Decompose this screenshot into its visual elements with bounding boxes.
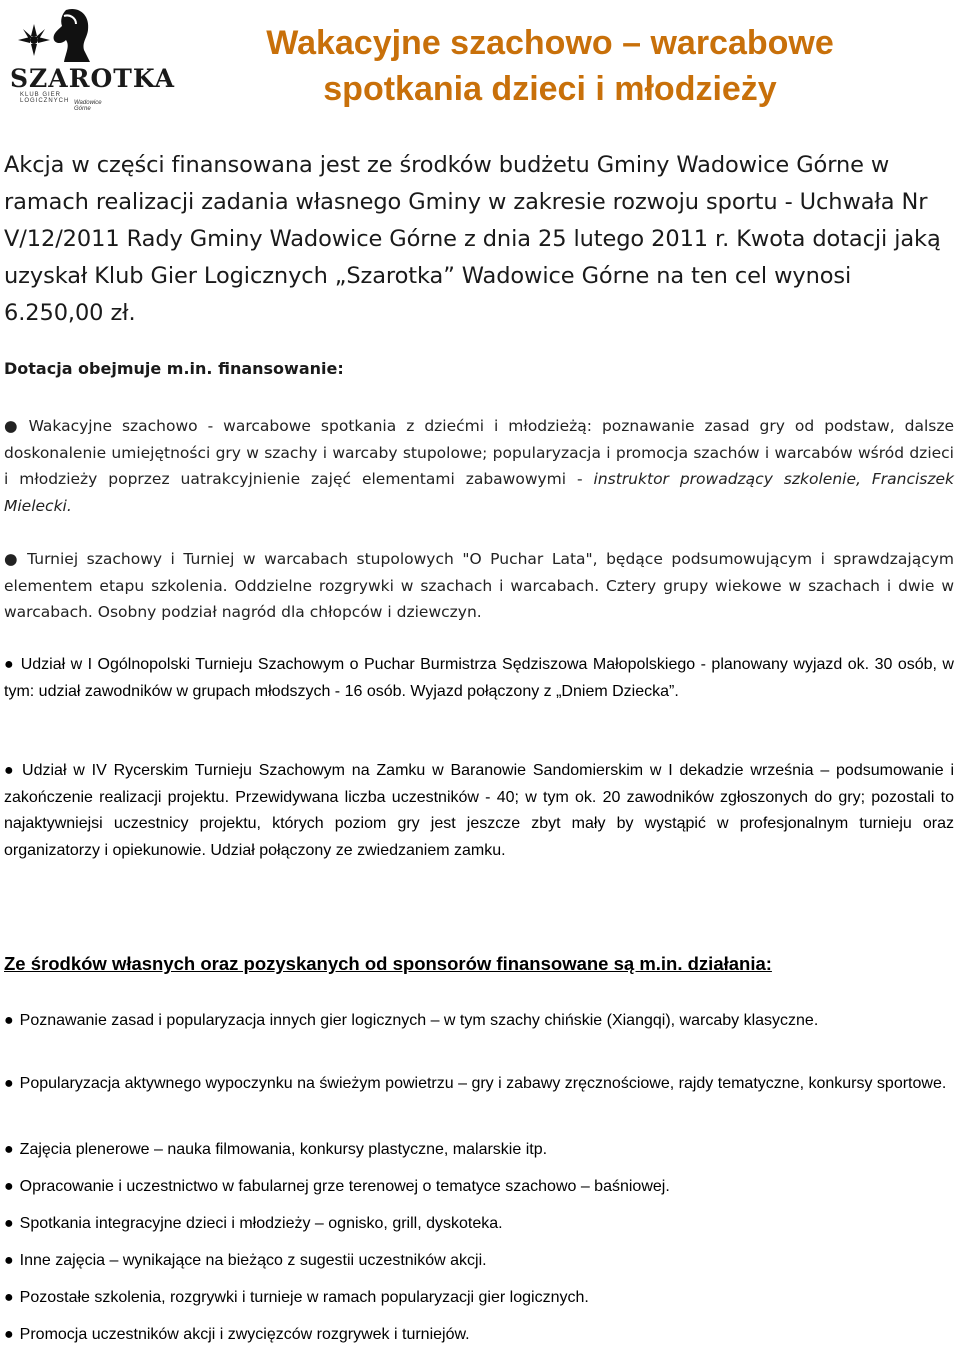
bullet-icon: ●: [4, 1289, 14, 1306]
funded-item-3: [4, 652, 954, 705]
own-item-text: Opracowanie i uczestnictwo w fabularnej grze terenowej o tematyce szachowo – baśniowej.: [19, 1178, 670, 1195]
funded-item-1: [4, 413, 954, 519]
bullet-icon: ●: [4, 550, 22, 568]
bullet-icon: ●: [4, 1012, 14, 1029]
own-item-8: [4, 1322, 954, 1349]
logo-name: SZAROTKA: [10, 64, 175, 93]
bullet-icon: ●: [4, 1215, 14, 1232]
own-item-text: Popularyzacja aktywnego wypoczynku na świeżym powietrzu – gry i zabawy zręcznościowe, rajdy tematyczne, konkursy sportowe.: [19, 1075, 947, 1092]
title-line-2: spotkania dzieci i młodzieży: [323, 70, 777, 108]
title-line-1: Wakacyjne szachowo – warcabowe: [266, 24, 834, 62]
own-funds-heading: Ze środków własnych oraz pozyskanych od sponsorów finansowane są m.in. działania:: [4, 953, 772, 974]
own-item-4: [4, 1174, 954, 1201]
bullet-icon: ●: [4, 1075, 14, 1092]
funding-subheading: Dotacja obejmuje m.in. finansowanie:: [4, 359, 344, 378]
own-item-text: Promocja uczestników akcji i zwycięzców rozgrywek i turniejów.: [19, 1326, 470, 1343]
funded-item-text: Udział w I Ogólnopolski Turnieju Szachowym o Puchar Burmistrza Sędziszowa Małopolskiego - planowany wyjazd ok. 30 osób, w tym: udział zawodników w grupach młodszych - 16 osób. Wyjazd połączony z „Dniem Dziecka”.: [4, 656, 954, 700]
page-title: [140, 20, 960, 112]
funded-item-2: [4, 546, 954, 626]
bullet-icon: ●: [4, 1252, 14, 1269]
own-item-text: Inne zajęcia – wynikające na bieżąco z sugestii uczestników akcji.: [19, 1252, 487, 1269]
logo-place: Wadowice Górne: [74, 100, 102, 112]
intro-paragraph: Akcja w części finansowana jest ze środków budżetu Gminy Wadowice Górne w ramach realizacji zadania własnego Gminy w zakresie rozwoju sportu - Uchwała Nr V/12/2011 Rady Gminy Wadowice Górne z dnia 25 lutego 2011 r. Kwota dotacji jaką uzyskał Klub Gier Logicznych „Szarotka” Wadowice Górne na ten cel wynosi 6.250,00 zł.: [4, 152, 941, 326]
bullet-icon: ●: [4, 1178, 14, 1195]
own-item-3: [4, 1137, 954, 1164]
own-item-text: Zajęcia plenerowe – nauka filmowania, konkursy plastyczne, malarskie itp.: [19, 1141, 548, 1158]
bullet-icon: ●: [4, 656, 15, 673]
club-logo: [4, 4, 175, 112]
funded-item-text: Udział w IV Rycerskim Turnieju Szachowym na Zamku w Baranowie Sandomierskim w I dekadzie września – podsumowanie i zakończenie realizacji projektu. Przewidywana liczba uczestników - 40; w tym ok. 20 zawodników zgłoszonych do gry; pozostali to najaktywniejsi uczestnicy projektu, których poziom gry jest jeszcze zbyt mały by wystąpić w profesjonalnym turnieju oraz organizatorzy i opiekunowie. Udział połączony ze zwiedzaniem zamku.: [4, 762, 955, 859]
own-item-text: Spotkania integracyjne dzieci i młodzieży – ognisko, grill, dyskoteka.: [19, 1215, 503, 1232]
own-item-5: [4, 1211, 954, 1238]
bullet-icon: ●: [4, 762, 17, 779]
own-item-text: Poznawanie zasad i popularyzacja innych gier logicznych – w tym szachy chińskie (Xiangqi), warcaby klasyczne.: [19, 1012, 819, 1029]
bullet-icon: ●: [4, 1326, 14, 1343]
own-item-6: [4, 1248, 954, 1275]
own-item-2: [4, 1071, 954, 1098]
funded-item-4: [4, 758, 954, 864]
bullet-icon: ●: [4, 1141, 14, 1158]
own-item-text: Pozostałe szkolenia, rozgrywki i turnieje w ramach popularyzacji gier logicznych.: [19, 1289, 589, 1306]
own-item-7: [4, 1285, 954, 1312]
own-item-1: [4, 1008, 954, 1035]
funded-item-text: Turniej szachowy i Turniej w warcabach stupolowych "O Puchar Lata", będące podsumowującym i sprawdzającym elementem etapu szkolenia. Oddzielne rozgrywki w szachach i warcabach. Cztery grupy wiekowe w szachach i dwie w warcabach. Osobny podział nagród dla chłopców i dziewczyn.: [4, 550, 955, 621]
funded-item-text: Wakacyjne szachowo - warcabowe spotkania z dziećmi i młodzieżą: poznawanie zasad gry od podstaw, dalsze doskonalenie umiejętności gry w szachy i warcaby stupolowe; popularyzacja i promocja szachów i warcabów wśród dzieci i młodzieży poprzez uatrakcyjnienie zajęć elementami zabawowymi -: [4, 417, 954, 488]
bullet-icon: ●: [4, 417, 23, 435]
logo-subtitle: KLUB GIER LOGICZNYCH: [20, 92, 70, 104]
instructor-note: instruktor prowadzący szkolenie, Franciszek Mielecki.: [4, 470, 954, 515]
